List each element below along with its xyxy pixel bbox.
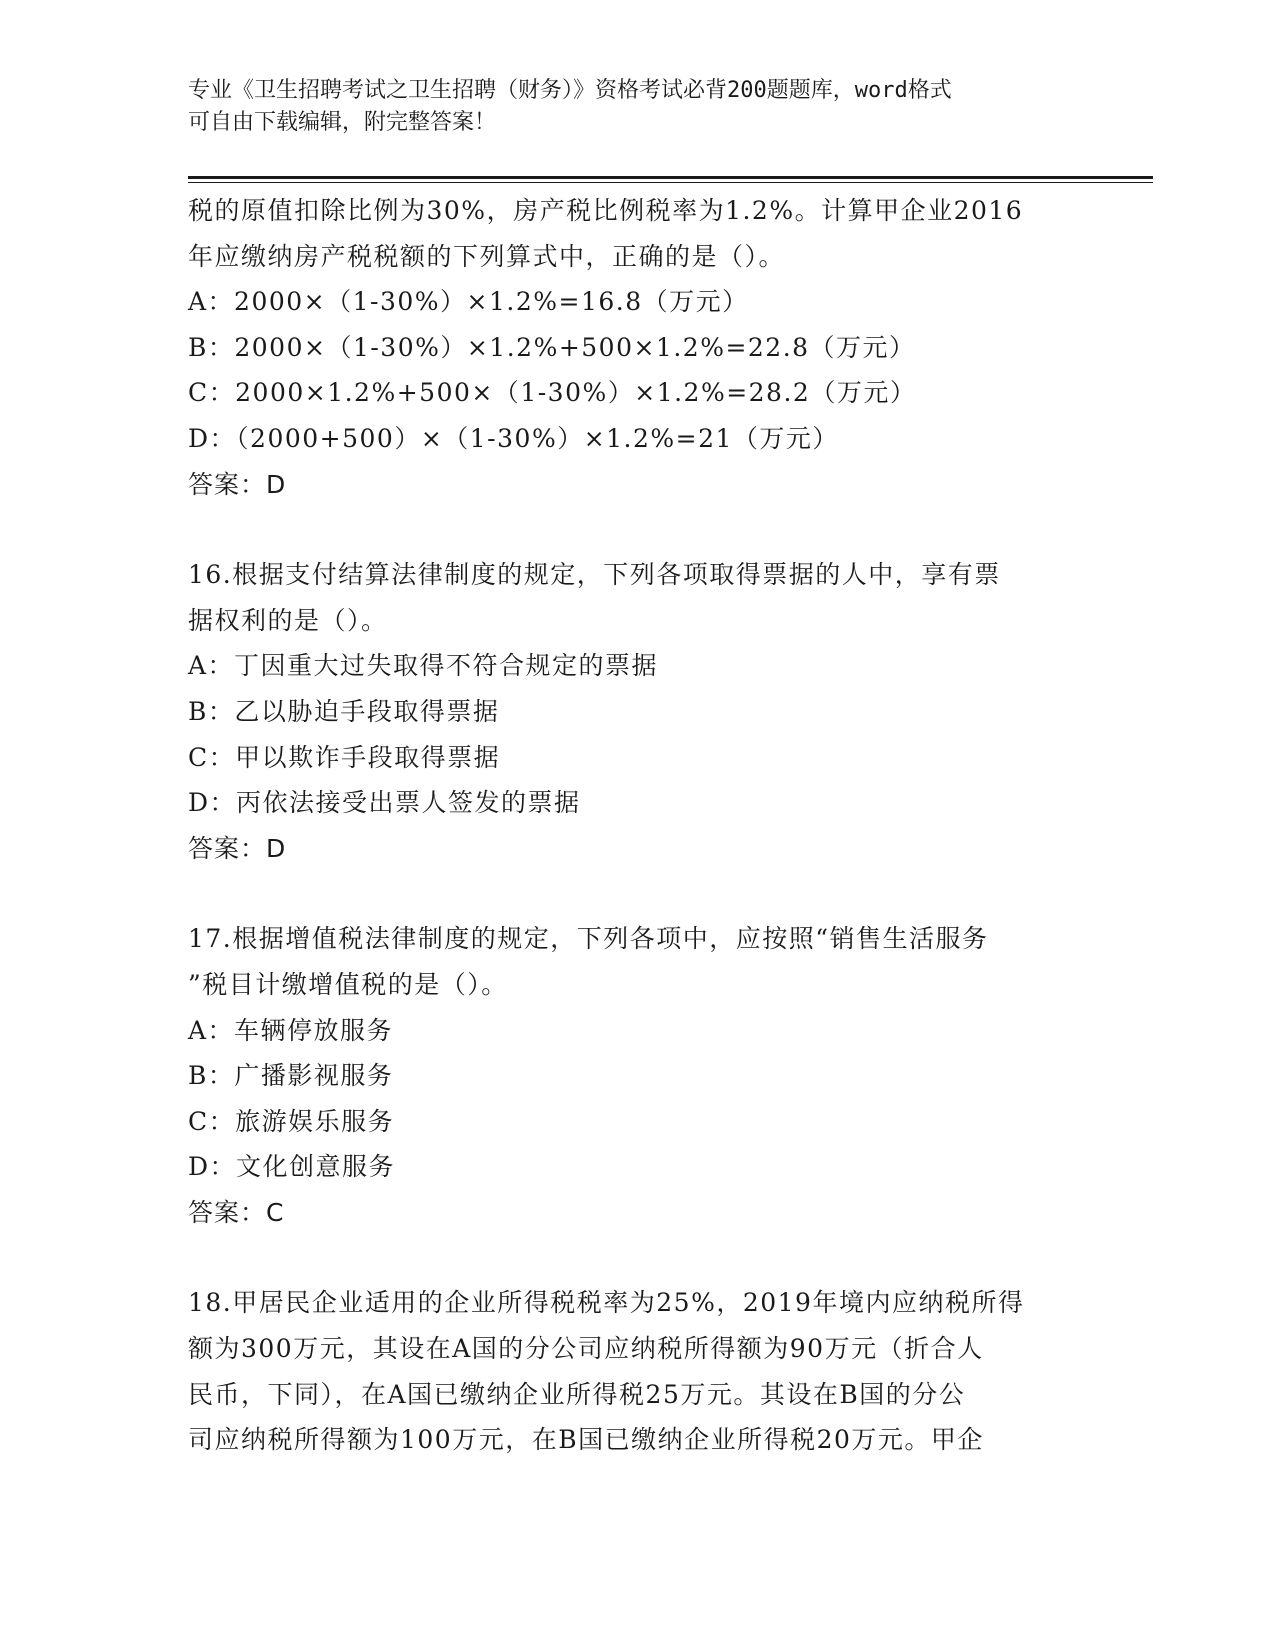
document-header [188,75,1068,139]
option-a: A：2000×（1-30%）×1.2%=16.8（万元） [188,287,749,317]
answer-line: 答案：D [188,833,287,863]
option-a: A：丁因重大过失取得不符合规定的票据 [188,651,659,681]
question-15 [188,188,1088,507]
option-d: D：文化创意服务 [188,1152,396,1182]
question-stem-line: 17.根据增值税法律制度的规定，下列各项中，应按照“销售生活服务 [188,924,989,954]
question-stem-line: 司应纳税所得额为100万元，在B国已缴纳企业所得税20万元。甲企 [188,1425,984,1455]
question-stem-line: 额为300万元，其设在A国的分公司应纳税所得额为90万元（折合人 [188,1334,984,1364]
answer-line: 答案：D [188,469,287,499]
question-stem-line: ”税目计缴增值税的是（）。 [188,969,508,999]
spacer [188,1235,1088,1280]
header-rule-thick [188,176,1153,179]
question-stem-line: 年应缴纳房产税税额的下列算式中，正确的是（）。 [188,241,786,271]
option-c: C：甲以欺诈手段取得票据 [188,742,501,772]
question-16 [188,552,1088,871]
option-d: D：（2000+500）×（1-30%）×1.2%=21（万元） [188,423,839,453]
option-c: C：旅游娱乐服务 [188,1106,395,1136]
document-body [188,188,1088,1463]
question-18 [188,1280,1088,1462]
question-stem-line: 民币，下同），在A国已缴纳企业所得税25万元。其设在B国的分公 [188,1379,966,1409]
option-a: A：车辆停放服务 [188,1015,394,1045]
question-stem-line: 16.根据支付结算法律制度的规定，下列各项取得票据的人中，享有票 [188,560,1001,590]
header-line-1: 专业《卫生招聘考试之卫生招聘（财务）》资格考试必背200题题库，word格式 [188,78,952,103]
option-c: C：2000×1.2%+500×（1-30%）×1.2%=28.2（万元） [188,378,917,408]
question-stem-line: 18.甲居民企业适用的企业所得税税率为25%，2019年境内应纳税所得 [188,1288,1025,1318]
option-b: B：2000×（1-30%）×1.2%+500×1.2%=22.8（万元） [188,332,916,362]
header-line-2: 可自由下载编辑，附完整答案！ [188,110,497,135]
spacer [188,507,1088,552]
answer-line: 答案：C [188,1197,285,1227]
spacer [188,871,1088,916]
option-b: B：广播影视服务 [188,1061,394,1091]
question-stem-line: 据权利的是（）。 [188,605,388,635]
question-17 [188,916,1088,1235]
question-stem-line: 税的原值扣除比例为30%，房产税比例税率为1.2%。计算甲企业2016 [188,196,1024,225]
option-b: B：乙以胁迫手段取得票据 [188,696,500,726]
option-d: D：丙依法接受出票人签发的票据 [188,788,581,818]
header-rule-thin [188,182,1153,183]
